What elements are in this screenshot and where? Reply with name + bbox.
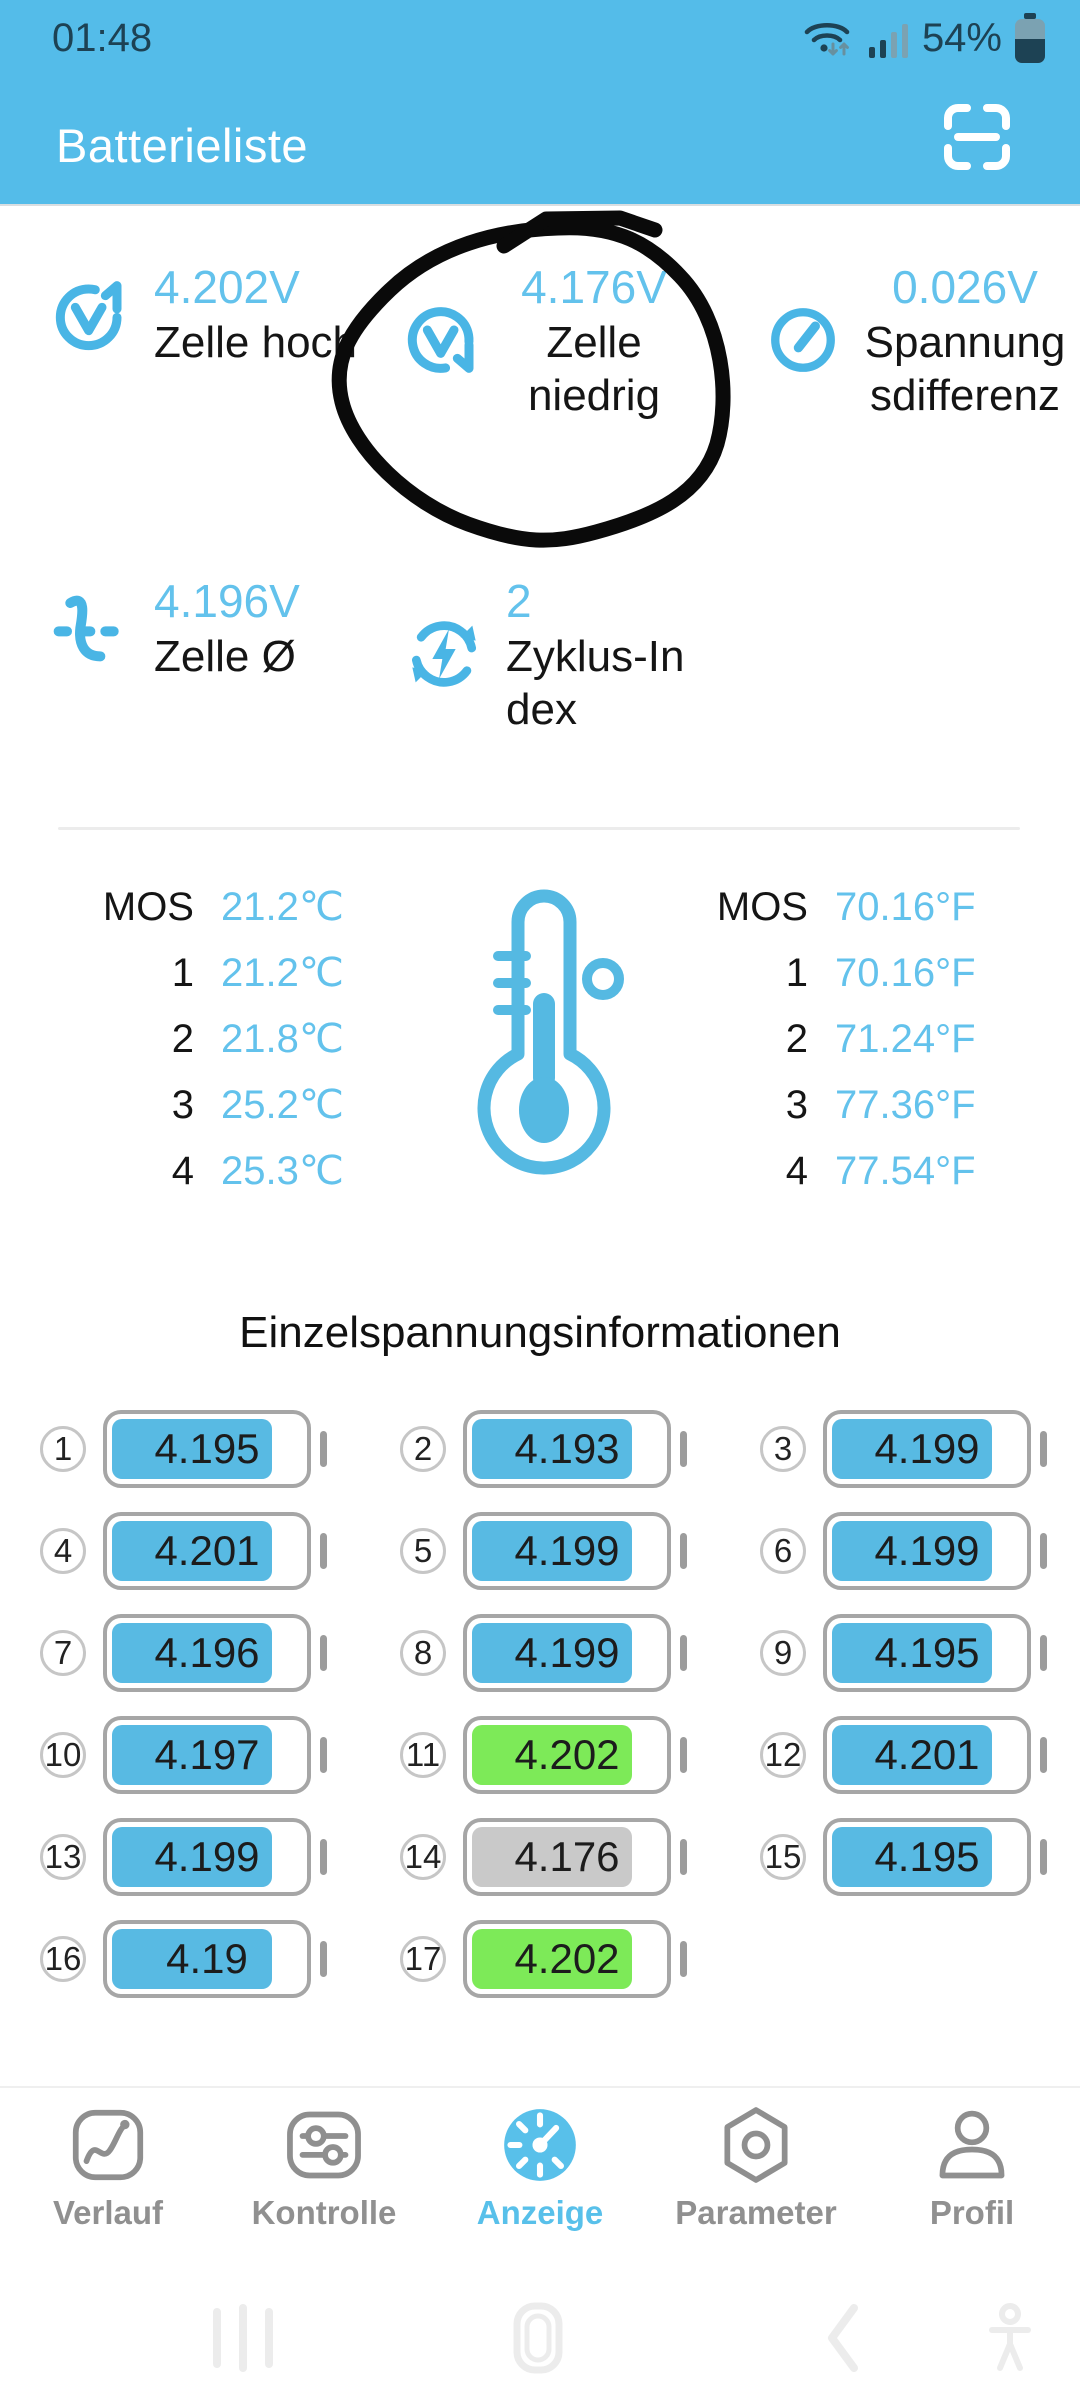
cell-voltage-item — [0, 1398, 360, 1500]
battery-terminal — [320, 1533, 327, 1569]
stat-value: 4.176V — [521, 261, 667, 313]
temp-row — [652, 874, 976, 940]
cell-voltage-item — [360, 1704, 720, 1806]
temp-sensor-label: 2 — [171, 1016, 194, 1061]
cell-number: 6 — [760, 1528, 806, 1574]
home-icon[interactable] — [500, 2300, 576, 2376]
battery-terminal — [680, 1941, 687, 1977]
battery-gauge — [463, 1920, 671, 1998]
temp-value: 21.8℃ — [221, 1017, 344, 1061]
status-bar — [0, 8, 1080, 68]
cycle-index-icon — [404, 614, 484, 694]
cell-number: 9 — [760, 1630, 806, 1676]
temp-value: 77.54°F — [835, 1148, 976, 1193]
battery-terminal — [680, 1839, 687, 1875]
cells-section-title: Einzelspannungsinformationen — [239, 1308, 841, 1357]
battery-terminal — [320, 1941, 327, 1977]
cell-number: 5 — [400, 1528, 446, 1574]
cell-number: 4 — [40, 1528, 86, 1574]
battery-gauge — [463, 1818, 671, 1896]
cell-number: 3 — [760, 1426, 806, 1472]
cell-number: 11 — [400, 1732, 446, 1778]
cell-number: 12 — [760, 1732, 806, 1778]
battery-terminal — [1040, 1635, 1047, 1671]
parameter-icon — [713, 2102, 799, 2188]
stat-label: Zyklus-Index — [506, 632, 685, 734]
stat-label: Zelle Ø — [154, 632, 296, 681]
battery-gauge — [463, 1716, 671, 1794]
temp-value: 21.2℃ — [221, 885, 344, 929]
temp-row — [652, 1006, 976, 1072]
cell-voltage-item — [360, 1500, 720, 1602]
cell-voltage-item — [720, 1500, 1080, 1602]
temp-sensor-label: MOS — [716, 884, 808, 929]
cell-high-icon — [52, 274, 132, 354]
battery-icon — [1014, 12, 1046, 64]
cell-voltage-item — [0, 1704, 360, 1806]
battery-terminal — [1040, 1431, 1047, 1467]
cell-voltage-item — [720, 1806, 1080, 1908]
stat-cell-high — [52, 258, 357, 369]
temp-value: 70.16°F — [835, 884, 976, 929]
cell-voltage: 4.195 — [154, 1425, 260, 1472]
cell-voltage-item — [720, 1704, 1080, 1806]
cell-voltage-item — [0, 1908, 360, 2010]
cell-voltage: 4.19 — [166, 1935, 248, 1982]
temp-value: 21.2℃ — [221, 951, 344, 995]
battery-gauge — [463, 1410, 671, 1488]
battery-gauge — [103, 1818, 311, 1896]
profile-icon — [929, 2102, 1015, 2188]
cell-voltage-item — [0, 1500, 360, 1602]
temp-row — [652, 1138, 976, 1204]
battery-terminal — [680, 1635, 687, 1671]
temp-value: 25.2℃ — [221, 1083, 344, 1127]
nav-item-profil[interactable] — [864, 2088, 1080, 2254]
battery-terminal — [320, 1737, 327, 1773]
cell-number: 17 — [400, 1936, 446, 1982]
display-icon — [497, 2102, 583, 2188]
temp-sensor-label: 3 — [785, 1082, 808, 1127]
nav-label: Verlauf — [52, 2194, 164, 2231]
stat-value: 0.026V — [892, 261, 1038, 313]
nav-item-anzeige[interactable] — [432, 2088, 648, 2254]
app-header — [0, 0, 1080, 206]
temp-sensor-label: 1 — [785, 950, 808, 995]
battery-gauge — [823, 1410, 1031, 1488]
stat-label: Zelle hoch — [154, 318, 358, 367]
control-icon — [281, 2102, 367, 2188]
temp-sensor-label: 3 — [171, 1082, 194, 1127]
nav-item-parameter[interactable] — [648, 2088, 864, 2254]
temp-sensor-label: 1 — [171, 950, 194, 995]
temp-sensor-label: MOS — [102, 884, 194, 929]
battery-terminal — [1040, 1839, 1047, 1875]
cell-voltage: 4.199 — [514, 1629, 620, 1676]
battery-terminal — [680, 1533, 687, 1569]
cell-voltage: 4.201 — [154, 1527, 260, 1574]
temp-row — [82, 1072, 344, 1138]
battery-gauge — [103, 1716, 311, 1794]
battery-terminal — [680, 1431, 687, 1467]
temp-row — [652, 940, 976, 1006]
temp-sensor-label: 2 — [785, 1016, 808, 1061]
page-title: Batterieliste — [56, 119, 309, 172]
temp-value: 71.24°F — [835, 1016, 976, 1061]
cell-voltage-item — [720, 1398, 1080, 1500]
section-divider — [58, 827, 1020, 830]
cell-voltage-item — [720, 1602, 1080, 1704]
nav-item-verlauf[interactable] — [0, 2088, 216, 2254]
cell-voltage: 4.196 — [154, 1629, 260, 1676]
cell-voltage: 4.199 — [154, 1833, 260, 1880]
accessibility-icon[interactable] — [972, 2300, 1048, 2376]
cell-number: 7 — [40, 1630, 86, 1676]
battery-terminal — [320, 1431, 327, 1467]
wifi-icon — [802, 15, 856, 61]
battery-terminal — [680, 1737, 687, 1773]
cell-voltage-item — [360, 1398, 720, 1500]
cell-number: 8 — [400, 1630, 446, 1676]
status-time: 01:48 — [52, 15, 153, 60]
bottom-nav — [0, 2086, 1080, 2254]
battery-terminal — [320, 1635, 327, 1671]
cell-voltage: 4.199 — [514, 1527, 620, 1574]
cell-number: 14 — [400, 1834, 446, 1880]
nav-item-kontrolle[interactable] — [216, 2088, 432, 2254]
scan-icon[interactable] — [942, 102, 1012, 172]
signal-icon — [868, 15, 910, 61]
cell-number: 15 — [760, 1834, 806, 1880]
battery-gauge — [823, 1716, 1031, 1794]
cell-voltage: 4.197 — [154, 1731, 260, 1778]
battery-percent: 54% — [921, 15, 1002, 60]
cell-voltage: 4.195 — [874, 1629, 980, 1676]
stat-label: Spannungsdifferenz — [864, 318, 1066, 420]
battery-gauge — [823, 1818, 1031, 1896]
stat-cycle-index — [404, 572, 706, 736]
nav-label: Kontrolle — [251, 2194, 397, 2231]
cell-voltage-item — [0, 1806, 360, 1908]
stat-label: Zelle niedrig — [527, 318, 661, 420]
stat-value: 4.202V — [154, 261, 300, 313]
status-icons — [802, 12, 1046, 64]
stat-value: 4.196V — [154, 575, 300, 627]
cell-number: 10 — [40, 1732, 86, 1778]
battery-gauge — [823, 1614, 1031, 1692]
cell-voltage-item — [0, 1602, 360, 1704]
thermometer-icon — [452, 882, 628, 1198]
cell-number: 13 — [40, 1834, 86, 1880]
battery-gauge — [823, 1512, 1031, 1590]
cell-number: 16 — [40, 1936, 86, 1982]
temp-row — [82, 1006, 344, 1072]
cell-voltage-item — [360, 1806, 720, 1908]
cell-voltage: 4.176 — [514, 1833, 620, 1880]
back-icon[interactable] — [808, 2300, 884, 2376]
cell-grid — [0, 1398, 1080, 2010]
temp-table-fahrenheit — [652, 874, 976, 1204]
temp-row — [82, 940, 344, 1006]
cell-voltage-item — [360, 1908, 720, 2010]
battery-terminal — [320, 1839, 327, 1875]
cell-average-icon — [52, 588, 132, 668]
battery-gauge — [103, 1920, 311, 1998]
temp-row — [82, 1138, 344, 1204]
recent-apps-icon[interactable] — [205, 2300, 281, 2376]
temp-row — [82, 874, 344, 940]
battery-gauge — [463, 1512, 671, 1590]
voltage-difference-icon — [766, 303, 840, 377]
battery-terminal — [1040, 1533, 1047, 1569]
history-icon — [65, 2102, 151, 2188]
cell-voltage: 4.195 — [874, 1833, 980, 1880]
cell-voltage: 4.199 — [874, 1425, 980, 1472]
cell-voltage-item — [360, 1602, 720, 1704]
battery-gauge — [103, 1614, 311, 1692]
nav-label: Profil — [929, 2194, 1015, 2231]
temp-value: 25.3℃ — [221, 1149, 344, 1193]
nav-label: Anzeige — [476, 2194, 604, 2231]
cell-voltage: 4.199 — [874, 1527, 980, 1574]
cell-voltage: 4.201 — [874, 1731, 980, 1778]
cell-voltage: 4.193 — [514, 1425, 620, 1472]
battery-terminal — [1040, 1737, 1047, 1773]
cell-low-icon — [404, 300, 484, 380]
stat-value: 2 — [506, 575, 532, 627]
battery-gauge — [103, 1410, 311, 1488]
cell-voltage: 4.202 — [514, 1935, 620, 1982]
temp-value: 70.16°F — [835, 950, 976, 995]
stat-voltage-difference — [766, 258, 1068, 422]
stat-cell-average — [52, 572, 300, 683]
cell-number: 1 — [40, 1426, 86, 1472]
stat-cell-low — [404, 258, 682, 422]
cell-voltage: 4.202 — [514, 1731, 620, 1778]
nav-label: Parameter — [675, 2194, 837, 2231]
temp-value: 77.36°F — [835, 1082, 976, 1127]
temp-sensor-label: 4 — [171, 1148, 194, 1193]
temp-table-celsius — [82, 874, 344, 1204]
battery-gauge — [463, 1614, 671, 1692]
temp-sensor-label: 4 — [785, 1148, 808, 1193]
battery-gauge — [103, 1512, 311, 1590]
temp-row — [652, 1072, 976, 1138]
cell-number: 2 — [400, 1426, 446, 1472]
